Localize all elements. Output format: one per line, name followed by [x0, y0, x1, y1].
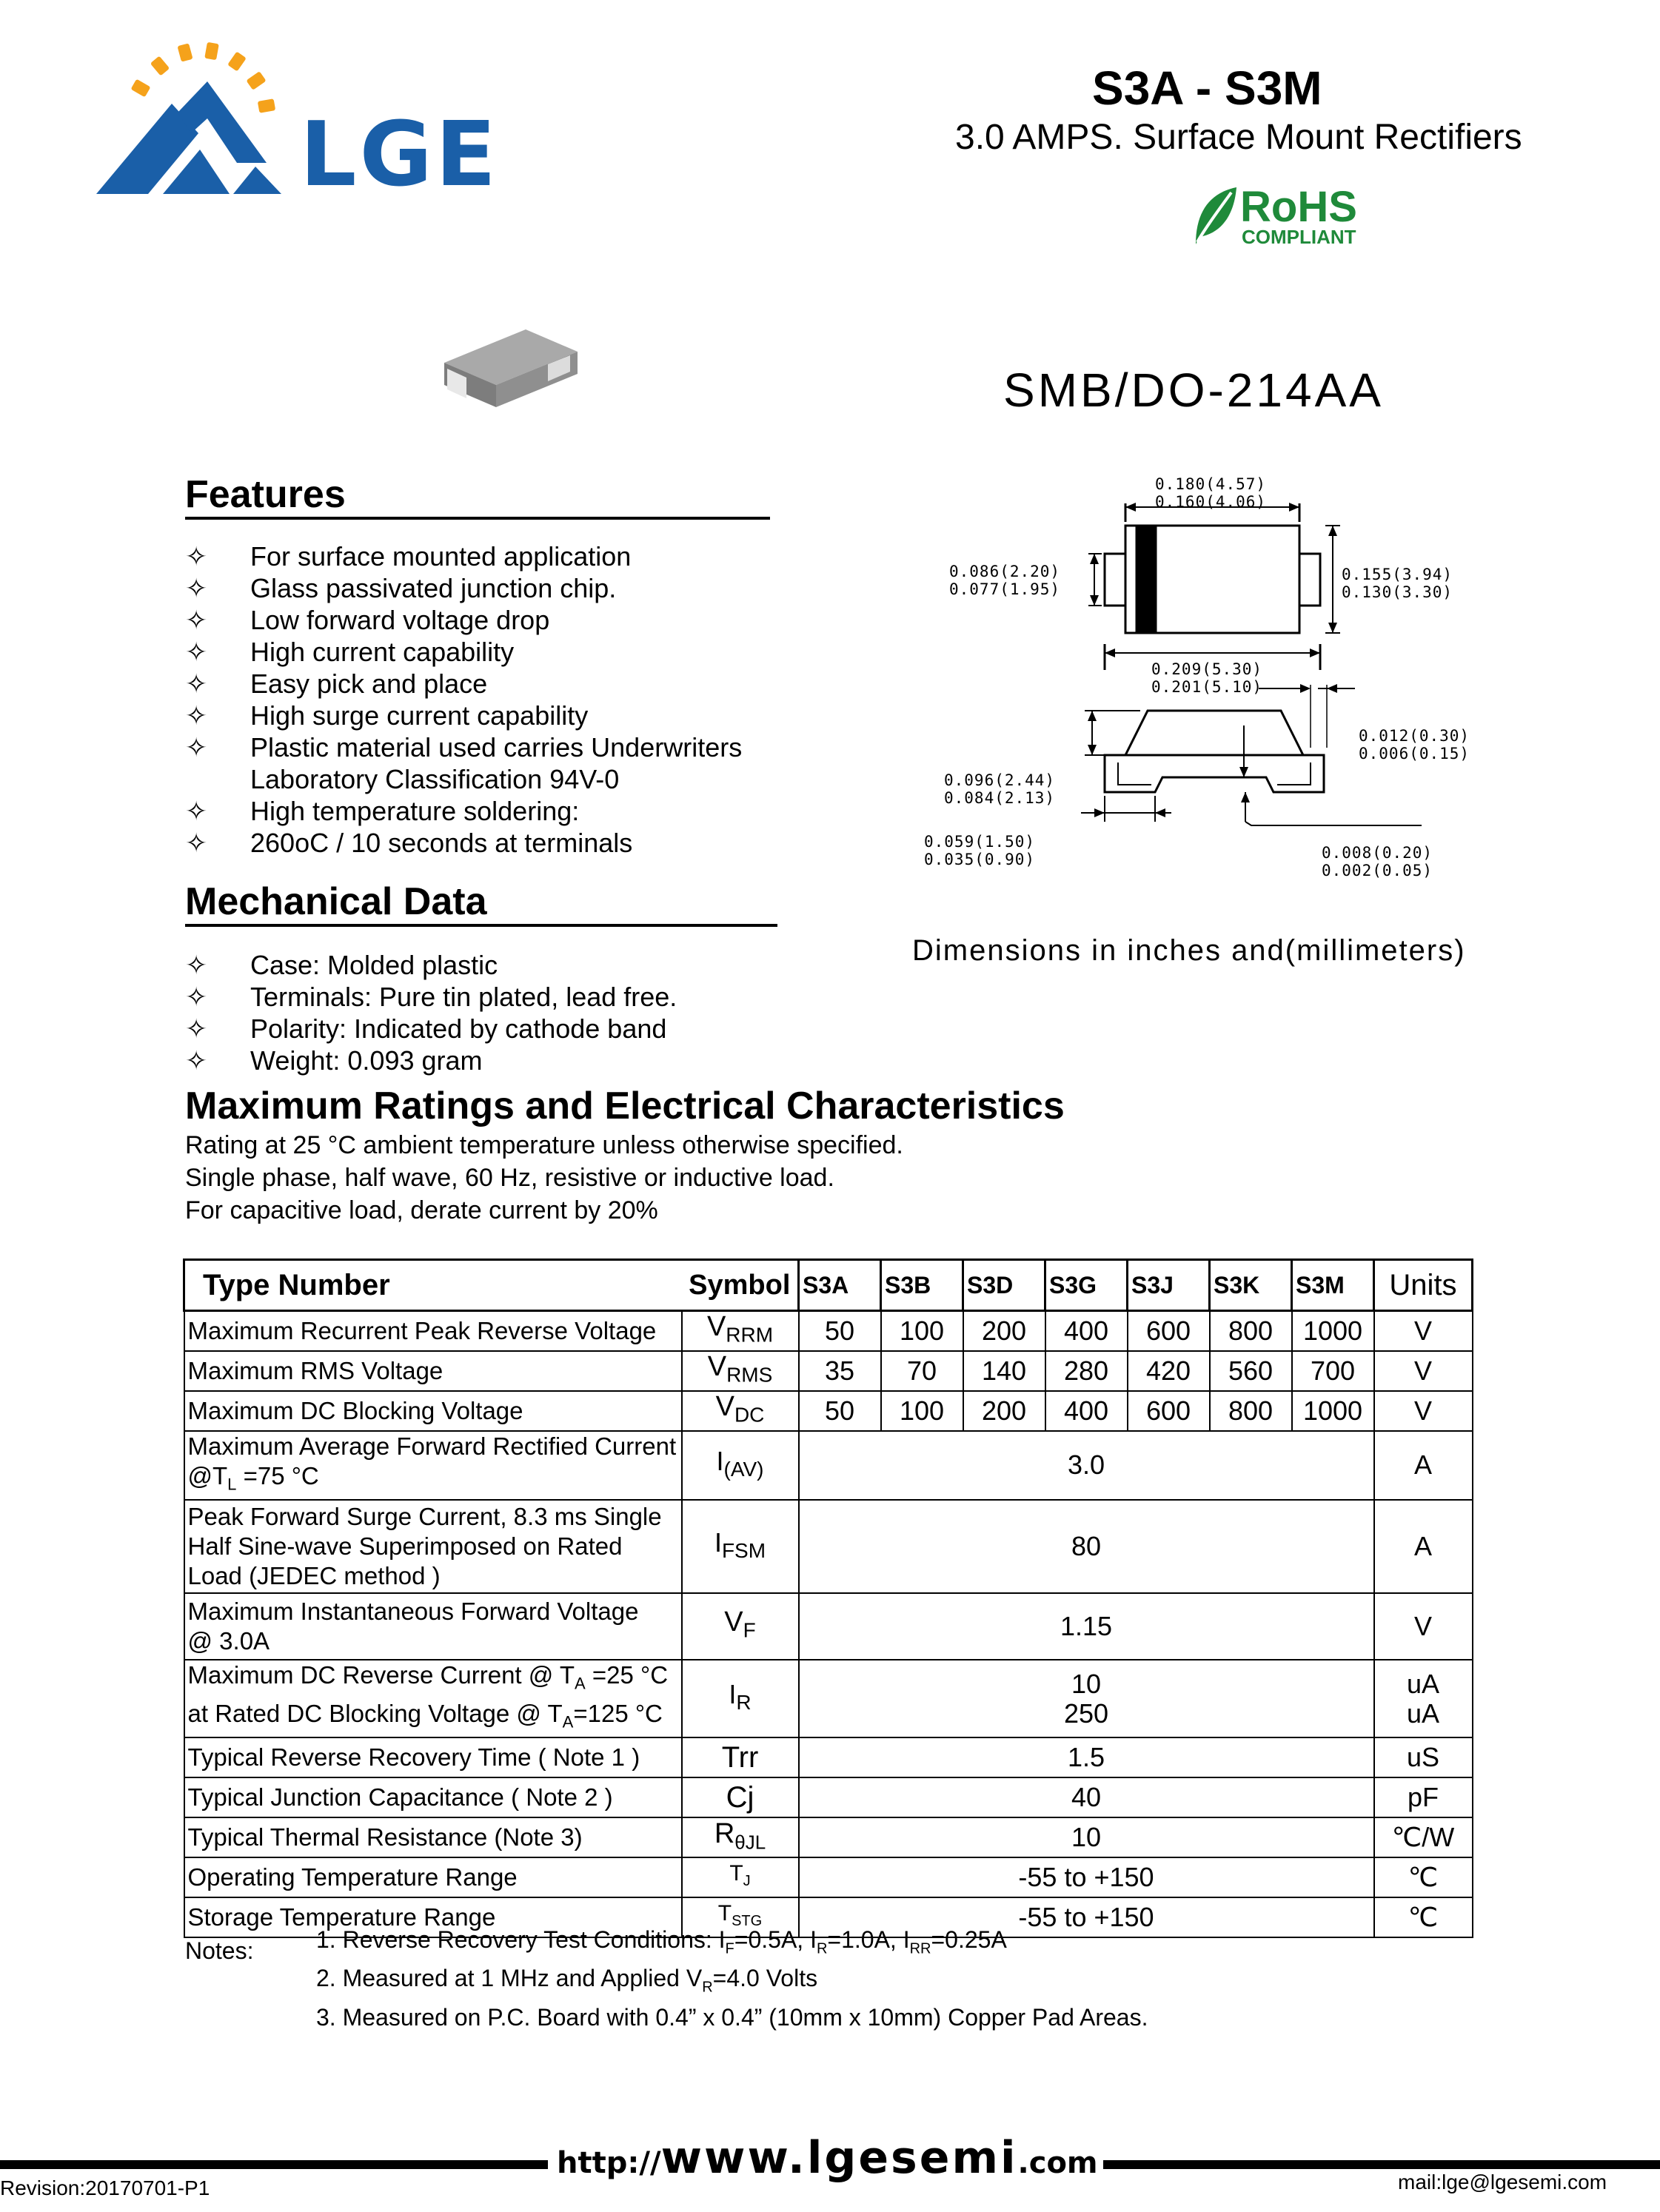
value-cell: 50: [799, 1311, 881, 1351]
value-cell: 50: [799, 1391, 881, 1431]
value-cell: 10: [799, 1817, 1374, 1857]
value-cell: 600: [1128, 1311, 1210, 1351]
unit-cell: V: [1374, 1593, 1473, 1660]
unit-cell: pF: [1374, 1777, 1473, 1817]
param-label: Maximum Average Forward Rectified Current $@T_L =75$ °C: [184, 1431, 682, 1501]
ratings-heading: Maximum Ratings and Electrical Characteristics: [185, 1085, 1065, 1127]
list-item: ✧ 260oC / 10 seconds at terminals: [185, 828, 633, 858]
bullet-star-icon: ✧: [185, 700, 208, 731]
unit-cell: ℃: [1374, 1857, 1473, 1897]
value-cell: 1.5: [799, 1737, 1374, 1777]
dim-top-length: 0.180(4.57) 0.160(4.06): [1155, 475, 1267, 511]
revision-label: Revision:20170701-P1: [0, 2176, 210, 2199]
list-item: ✧ High temperature soldering:: [185, 796, 580, 826]
list-item-continuation: Laboratory Classification 94V-0: [250, 764, 620, 794]
logo-wordmark: LGE: [300, 104, 499, 207]
logo-mark-icon: [89, 30, 311, 200]
footer-rule-left: [0, 2160, 548, 2169]
dimensions-caption: Dimensions in inches and(millimeters): [912, 934, 1466, 967]
table-row: [184, 1857, 1473, 1897]
param-label: Maximum Instantaneous Forward Voltage @ 3.0A: [184, 1593, 682, 1660]
param-label: Maximum DC Reverse Current @ $T_A =25$ °C at Rated DC Blocking Voltage @ $T_A=125$ °C: [184, 1660, 682, 1737]
value-cell: 280: [1045, 1351, 1128, 1391]
value-cell: 800: [1210, 1311, 1292, 1351]
list-item: ✧ Weight: 0.093 gram: [185, 1045, 483, 1076]
param-symbol: Cj: [682, 1777, 799, 1817]
mechanical-heading: Mechanical Data: [185, 879, 777, 927]
email-link[interactable]: mail:lge@lgesemi.com: [1398, 2171, 1607, 2193]
bullet-star-icon: ✧: [185, 605, 208, 635]
dim-total-length: 0.209(5.30) 0.201(5.10): [1151, 660, 1263, 696]
value-cell: 80: [799, 1500, 1374, 1593]
rohs-title: RoHS: [1240, 183, 1357, 231]
param-symbol: $T_J$: [682, 1857, 799, 1897]
list-item: ✧ Case: Molded plastic: [185, 950, 498, 980]
page-title: S3A - S3M: [1092, 61, 1322, 115]
company-logo: [89, 30, 548, 207]
dim-standoff: 0.008(0.20) 0.002(0.05): [1322, 844, 1433, 879]
bullet-star-icon: ✧: [185, 573, 208, 603]
part-header: S3G: [1045, 1260, 1128, 1311]
table-row: [184, 1311, 1473, 1351]
param-label: Peak Forward Surge Current, 8.3 ms Single Half Sine-wave Superimposed on Rated Load (JEDEC method ): [184, 1500, 682, 1593]
dim-lead-height: 0.086(2.20) 0.077(1.95): [949, 563, 1061, 598]
value-cell: 1000: [1292, 1311, 1374, 1351]
bullet-star-icon: ✧: [185, 796, 208, 826]
part-header: S3D: [963, 1260, 1045, 1311]
value-cell: 100: [881, 1391, 963, 1431]
bullet-star-icon: ✧: [185, 1013, 208, 1044]
bullet-star-icon: ✧: [185, 637, 208, 667]
dim-lead-thickness: 0.012(0.30) 0.006(0.15): [1359, 727, 1470, 763]
table-row: [184, 1737, 1473, 1777]
ratings-table: [183, 1259, 1473, 1938]
note-3: 3. Measured on P.C. Board with 0.4” x 0.4” (10mm x 10mm) Copper Pad Areas.: [316, 2003, 1148, 2031]
value-cell: -55 to +150: [799, 1857, 1374, 1897]
param-symbol: $I_R$: [682, 1660, 799, 1737]
list-item: ✧ Low forward voltage drop: [185, 605, 550, 635]
value-cell: 200: [963, 1311, 1045, 1351]
param-symbol: Trr: [682, 1737, 799, 1777]
table-header-row: [184, 1260, 1473, 1311]
param-symbol: $V_{RRM}$: [682, 1311, 799, 1351]
unit-cell: A: [1374, 1500, 1473, 1593]
dim-body-width: 0.155(3.94) 0.130(3.30): [1342, 566, 1453, 601]
param-symbol: $V_F$: [682, 1593, 799, 1660]
param-symbol: $V_{RMS}$: [682, 1351, 799, 1391]
param-label: Maximum Recurrent Peak Reverse Voltage: [184, 1311, 682, 1351]
unit-cell: ℃: [1374, 1897, 1473, 1937]
value-cell: -55 to +150: [799, 1897, 1374, 1937]
part-header: S3A: [799, 1260, 881, 1311]
part-header: S3B: [881, 1260, 963, 1311]
param-label: Typical Junction Capacitance ( Note 2 ): [184, 1777, 682, 1817]
value-cell: 400: [1045, 1391, 1128, 1431]
param-symbol: $R_{\theta JL}$: [682, 1817, 799, 1857]
list-item: ✧ High current capability: [185, 637, 515, 667]
value-cell: 420: [1128, 1351, 1210, 1391]
dim-foot-length: 0.059(1.50) 0.035(0.90): [924, 833, 1036, 868]
rohs-compliant: COMPLIANT: [1242, 226, 1356, 248]
bullet-star-icon: ✧: [185, 982, 208, 1012]
features-list: [185, 540, 777, 859]
part-header: S3J: [1128, 1260, 1210, 1311]
list-item: ✧ Plastic material used carries Underwriters: [185, 732, 743, 763]
value-cell: 10 250: [799, 1660, 1374, 1737]
list-item: ✧ Terminals: Pure tin plated, lead free.: [185, 982, 677, 1012]
list-item: ✧ Glass passivated junction chip.: [185, 573, 617, 603]
dim-height: 0.096(2.44) 0.084(2.13): [944, 771, 1056, 807]
mechanical-list: [185, 949, 777, 1076]
unit-cell: A: [1374, 1431, 1473, 1501]
param-label: Maximum RMS Voltage: [184, 1351, 682, 1391]
list-item: ✧ Easy pick and place: [185, 668, 488, 699]
param-symbol: $I_{(AV)}$: [682, 1431, 799, 1501]
value-cell: 35: [799, 1351, 881, 1391]
part-header: S3M: [1292, 1260, 1374, 1311]
value-cell: 400: [1045, 1311, 1128, 1351]
footer-rule-right: [1103, 2160, 1660, 2169]
rohs-badge: [1188, 181, 1381, 248]
ratings-notes: Rating at 25 °C ambient temperature unless otherwise specified. Single phase, half wave, 60 Hz, resistive or inductive load. For capacitive load, derate current by 20%: [185, 1131, 903, 1224]
list-item: ✧ High surge current capability: [185, 700, 589, 731]
package-photo: [437, 311, 585, 415]
bullet-star-icon: ✧: [185, 1045, 208, 1076]
value-cell: 140: [963, 1351, 1045, 1391]
bullet-star-icon: ✧: [185, 541, 208, 572]
dimension-drawing: [911, 466, 1488, 896]
unit-cell: uS: [1374, 1737, 1473, 1777]
value-cell: 1000: [1292, 1391, 1374, 1431]
bullet-star-icon: ✧: [185, 950, 208, 980]
value-cell: 700: [1292, 1351, 1374, 1391]
table-row: [184, 1431, 1473, 1501]
features-heading: Features: [185, 472, 770, 520]
note-1: 1. Reverse Recovery Test Conditions: $I_F=0.5A$, $I_R=1.0A$, $I_{RR}=0.25A$: [316, 1926, 1007, 1957]
page-subtitle: 3.0 AMPS. Surface Mount Rectifiers: [955, 118, 1522, 157]
table-row: [184, 1817, 1473, 1857]
part-header: S3K: [1210, 1260, 1292, 1311]
value-cell: 560: [1210, 1351, 1292, 1391]
param-label: Maximum DC Blocking Voltage: [184, 1391, 682, 1431]
table-row: [184, 1391, 1473, 1431]
table-row: [184, 1777, 1473, 1817]
unit-cell: V: [1374, 1311, 1473, 1351]
table-row: [184, 1593, 1473, 1660]
leaf-icon: [1188, 181, 1240, 248]
value-cell: 100: [881, 1311, 963, 1351]
param-symbol: $T_{STG}$: [682, 1897, 799, 1937]
value-cell: 70: [881, 1351, 963, 1391]
units-header: Units: [1374, 1260, 1473, 1311]
notes-list: [316, 1925, 1148, 2032]
footer-url-link[interactable]: http://www.lgesemi.com: [557, 2132, 1098, 2184]
bullet-star-icon: ✧: [185, 668, 208, 699]
table-row: [184, 1500, 1473, 1593]
type-number-header: Type Number: [184, 1260, 682, 1311]
value-cell: 600: [1128, 1391, 1210, 1431]
table-row: [184, 1660, 1473, 1737]
value-cell: 40: [799, 1777, 1374, 1817]
value-cell: 800: [1210, 1391, 1292, 1431]
param-symbol: $V_{DC}$: [682, 1391, 799, 1431]
notes-label: Notes:: [185, 1937, 254, 1964]
list-item: ✧ For surface mounted application: [185, 541, 632, 572]
unit-cell: V: [1374, 1391, 1473, 1431]
value-cell: 3.0: [799, 1431, 1374, 1501]
unit-cell: ℃/W: [1374, 1817, 1473, 1857]
package-name: SMB/DO-214AA: [1003, 363, 1384, 417]
list-item: ✧ Polarity: Indicated by cathode band: [185, 1013, 667, 1044]
unit-cell: V: [1374, 1351, 1473, 1391]
bullet-star-icon: ✧: [185, 732, 208, 763]
param-label: Typical Reverse Recovery Time ( Note 1 ): [184, 1737, 682, 1777]
table-row: [184, 1351, 1473, 1391]
param-symbol: $I_{FSM}$: [682, 1500, 799, 1593]
value-cell: 1.15: [799, 1593, 1374, 1660]
symbol-header: Symbol: [682, 1260, 799, 1311]
bullet-star-icon: ✧: [185, 828, 208, 858]
param-label: Storage Temperature Range: [184, 1897, 682, 1937]
param-label: Operating Temperature Range: [184, 1857, 682, 1897]
note-2: 2. Measured at 1 MHz and Applied $V_R=4.0$ Volts: [316, 1965, 818, 1996]
unit-cell: uA uA: [1374, 1660, 1473, 1737]
value-cell: 200: [963, 1391, 1045, 1431]
param-label: Typical Thermal Resistance (Note 3): [184, 1817, 682, 1857]
